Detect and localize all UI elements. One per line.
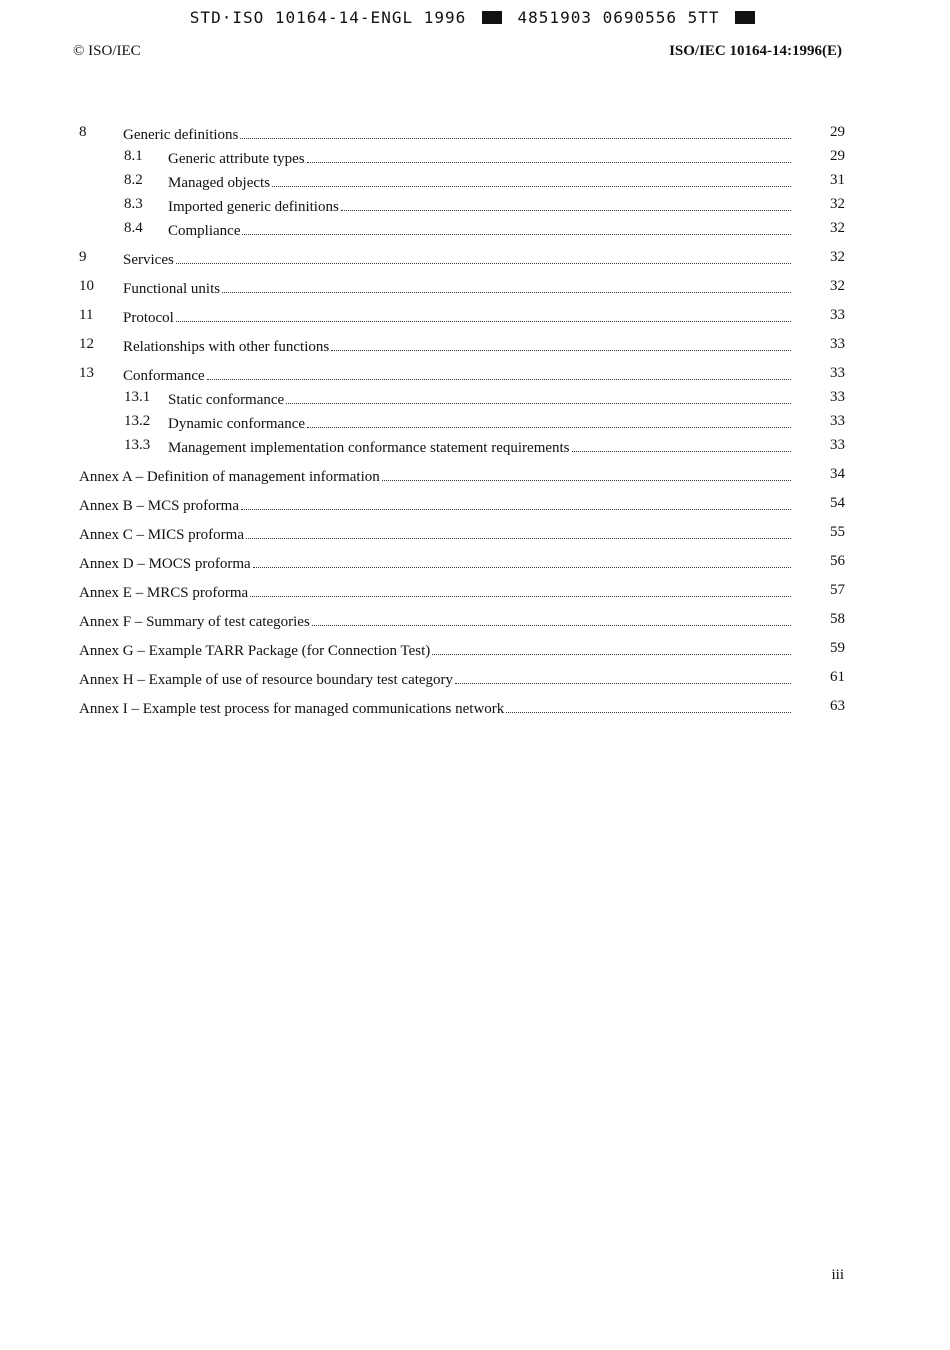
standard-id-header: ISO/IEC 10164-14:1996(E) — [669, 43, 842, 59]
toc-entry-title: Relationships with other functions — [123, 339, 330, 355]
dot-leader — [331, 336, 791, 351]
toc-entry[interactable] — [79, 122, 845, 146]
toc-entry-title: Management implementation conformance statement requirements — [168, 440, 570, 456]
toc-entry-title: Managed objects — [168, 175, 271, 191]
dot-leader — [207, 365, 791, 380]
toc-entry-number: 8.4 — [124, 220, 143, 236]
dot-leader — [242, 220, 791, 235]
toc-entry-title: Annex B – MCS proforma — [79, 498, 239, 514]
toc-entry-page: 32 — [830, 249, 845, 265]
toc-entry-page: 34 — [830, 466, 845, 482]
dot-leader — [506, 698, 791, 713]
toc-entry-page: 32 — [830, 278, 845, 294]
stamp-code: STD·ISO 10164-14-ENGL 1996 — [189, 8, 467, 27]
toc-entry-page: 63 — [830, 698, 845, 714]
toc-entry-page: 55 — [830, 524, 845, 540]
toc-entry-page: 33 — [830, 336, 845, 352]
toc-entry-number: 8.2 — [124, 172, 143, 188]
dot-leader — [286, 389, 791, 404]
dot-leader — [240, 124, 791, 139]
toc-entry-number: 13.3 — [124, 437, 151, 453]
toc-entry-page: 33 — [830, 413, 845, 429]
toc-entry-title: Services — [123, 252, 174, 268]
toc-entry-page: 33 — [830, 307, 845, 323]
dot-leader — [253, 553, 791, 568]
dot-leader — [307, 413, 791, 428]
toc-entry[interactable] — [79, 170, 845, 194]
toc-entry-number: 12 — [79, 336, 94, 352]
toc-entry-page: 59 — [830, 640, 845, 656]
toc-entry-page: 32 — [830, 220, 845, 236]
toc-entry-page: 29 — [830, 148, 845, 164]
toc-entry-page: 29 — [830, 124, 845, 140]
page-number: iii — [831, 1267, 844, 1283]
document-stamp — [0, 8, 950, 27]
copyright-header: © ISO/IEC — [73, 43, 141, 59]
toc-entry[interactable] — [79, 146, 845, 170]
dot-leader — [272, 172, 791, 187]
toc-entry-title: Static conformance — [168, 392, 285, 408]
toc-entry-title: Conformance — [123, 368, 205, 384]
toc-entry[interactable] — [79, 218, 845, 242]
toc-entry-page: 32 — [830, 196, 845, 212]
toc-entry-page: 33 — [830, 365, 845, 381]
toc-entry[interactable] — [79, 363, 845, 387]
toc-entry-number: 10 — [79, 278, 94, 294]
toc-entry-number: 8 — [79, 124, 87, 140]
dot-leader — [176, 249, 791, 264]
dot-leader — [572, 437, 791, 452]
toc-entry[interactable] — [79, 276, 845, 300]
toc-entry[interactable] — [79, 387, 845, 411]
toc-entry-page: 54 — [830, 495, 845, 511]
toc-entry[interactable] — [79, 435, 845, 459]
toc-entry-number: 11 — [79, 307, 94, 323]
dot-leader — [241, 495, 791, 510]
table-of-contents — [79, 122, 845, 720]
stamp-block-mark — [735, 11, 755, 24]
toc-entry-title: Annex C – MICS proforma — [79, 527, 244, 543]
toc-entry-page: 58 — [830, 611, 845, 627]
toc-entry-title: Annex F – Summary of test categories — [79, 614, 310, 630]
toc-entry-title: Compliance — [168, 223, 241, 239]
toc-entry[interactable] — [79, 194, 845, 218]
toc-entry[interactable] — [79, 667, 845, 691]
toc-entry-title: Annex E – MRCS proforma — [79, 585, 249, 601]
dot-leader — [312, 611, 791, 626]
toc-entry-number: 8.3 — [124, 196, 143, 212]
toc-entry-page: 33 — [830, 437, 845, 453]
stamp-block-mark — [482, 11, 502, 24]
toc-entry[interactable] — [79, 334, 845, 358]
dot-leader — [246, 524, 791, 539]
toc-entry-number: 13.2 — [124, 413, 151, 429]
toc-entry[interactable] — [79, 411, 845, 435]
stamp-serial: 4851903 0690556 5TT — [517, 8, 720, 27]
toc-entry-title: Annex G – Example TARR Package (for Connection Test) — [79, 643, 431, 659]
toc-entry-page: 33 — [830, 389, 845, 405]
toc-entry[interactable] — [79, 638, 845, 662]
dot-leader — [250, 582, 791, 597]
toc-entry-number: 8.1 — [124, 148, 143, 164]
toc-entry[interactable] — [79, 493, 845, 517]
toc-entry-title: Annex H – Example of use of resource boundary test category — [79, 672, 454, 688]
toc-entry-title: Dynamic conformance — [168, 416, 306, 432]
dot-leader — [341, 196, 791, 211]
toc-entry[interactable] — [79, 464, 845, 488]
toc-entry-number: 13.1 — [124, 389, 151, 405]
toc-entry-title: Annex A – Definition of management information — [79, 469, 380, 485]
toc-entry[interactable] — [79, 305, 845, 329]
toc-entry-title: Annex I – Example test process for managed communications network — [79, 701, 505, 717]
toc-entry-title: Imported generic definitions — [168, 199, 339, 215]
toc-entry-title: Protocol — [123, 310, 174, 326]
toc-entry-title: Generic definitions — [123, 127, 239, 143]
toc-entry-title: Annex D – MOCS proforma — [79, 556, 251, 572]
toc-entry-page: 56 — [830, 553, 845, 569]
toc-entry-title: Generic attribute types — [168, 151, 305, 167]
dot-leader — [382, 466, 791, 481]
dot-leader — [455, 669, 791, 684]
toc-entry[interactable] — [79, 696, 845, 720]
toc-entry-title: Functional units — [123, 281, 221, 297]
toc-entry[interactable] — [79, 522, 845, 546]
toc-entry[interactable] — [79, 247, 845, 271]
toc-entry-number: 13 — [79, 365, 94, 381]
toc-entry-page: 61 — [830, 669, 845, 685]
toc-entry[interactable] — [79, 609, 845, 633]
toc-entry[interactable] — [79, 551, 845, 575]
dot-leader — [307, 148, 791, 163]
toc-entry[interactable] — [79, 580, 845, 604]
toc-entry-page: 31 — [830, 172, 845, 188]
toc-entry-number: 9 — [79, 249, 87, 265]
dot-leader — [222, 278, 791, 293]
dot-leader — [432, 640, 791, 655]
toc-entry-page: 57 — [830, 582, 845, 598]
dot-leader — [176, 307, 791, 322]
